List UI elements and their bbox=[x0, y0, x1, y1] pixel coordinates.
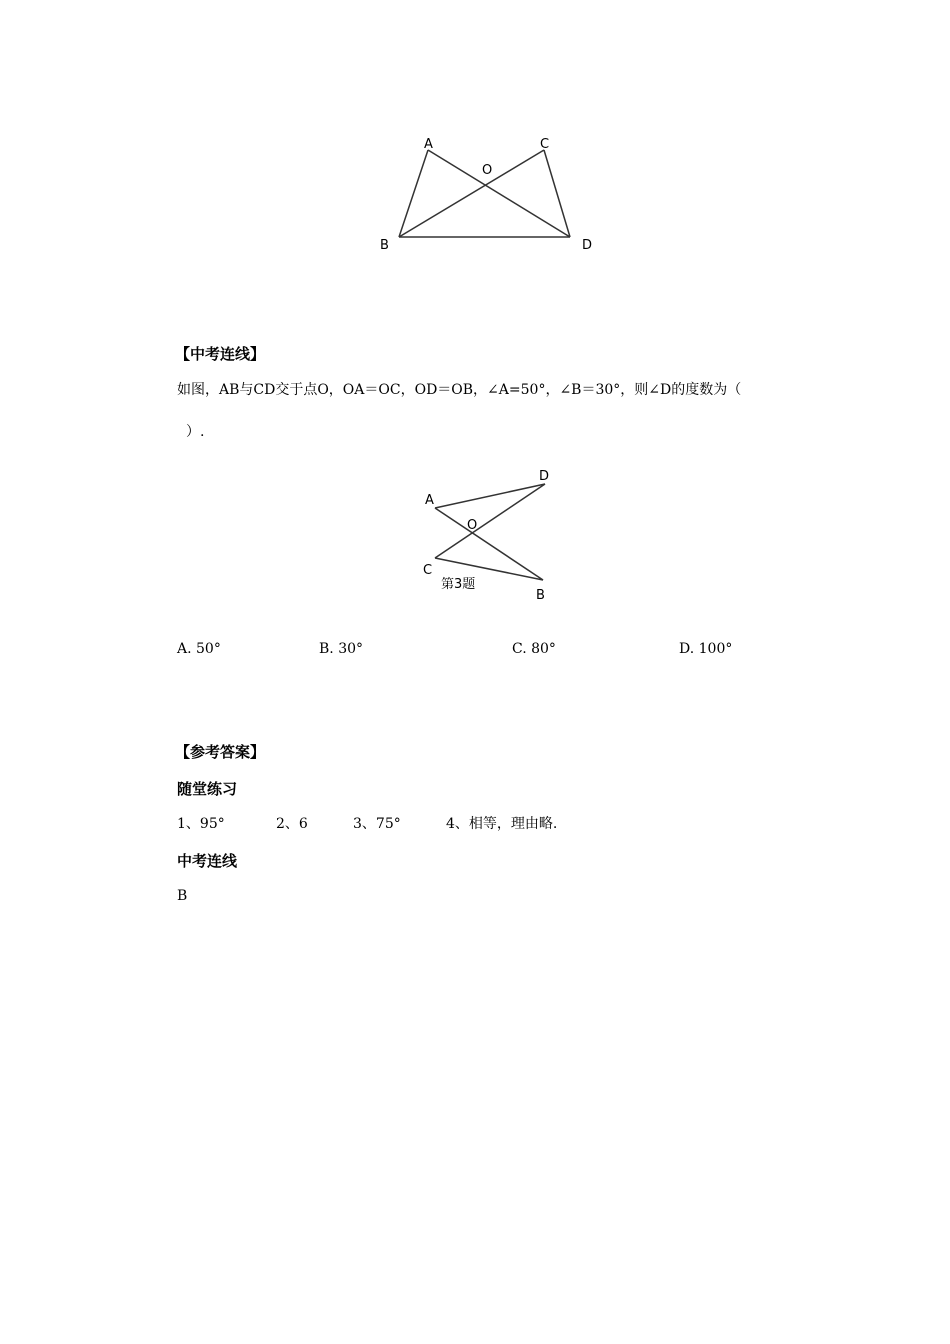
zhongkao-answer-title: 中考连线 bbox=[177, 852, 238, 870]
label-a: A bbox=[424, 137, 433, 152]
label-b: B bbox=[536, 588, 545, 603]
zhongkao-answer: B bbox=[177, 888, 188, 904]
segment-ad bbox=[428, 150, 570, 237]
question-line-2: ）. bbox=[186, 424, 205, 440]
label-a: A bbox=[425, 493, 434, 508]
label-b: B bbox=[380, 238, 389, 253]
practice-answer-3: 3、75° bbox=[353, 816, 401, 832]
option-d: D. 100° bbox=[679, 641, 733, 657]
question-line-1: 如图，AB与CD交于点O，OA＝OC，OD＝OB，∠A=50°，∠B＝30°，则∠D的度数为（ bbox=[177, 382, 742, 398]
practice-answer-2: 2、6 bbox=[276, 816, 308, 832]
label-c: C bbox=[423, 563, 433, 578]
section-heading-zhongkao: 【中考连线】 bbox=[175, 345, 266, 363]
label-c: C bbox=[540, 137, 550, 152]
option-a: A. 50° bbox=[177, 641, 221, 657]
label-d: D bbox=[539, 469, 550, 484]
option-c: C. 80° bbox=[512, 641, 556, 657]
practice-title: 随堂练习 bbox=[177, 780, 238, 798]
label-o: O bbox=[482, 163, 493, 178]
practice-answer-1: 1、95° bbox=[177, 816, 225, 832]
figure-2-diagram bbox=[415, 462, 565, 607]
label-d: D bbox=[582, 238, 593, 253]
segment-dc bbox=[435, 484, 545, 558]
segment-ab bbox=[399, 150, 428, 237]
label-o: O bbox=[467, 518, 478, 533]
figure-1-diagram bbox=[370, 130, 610, 260]
section-heading-answers: 【参考答案】 bbox=[175, 743, 266, 761]
option-b: B. 30° bbox=[319, 641, 364, 657]
practice-answer-4: 4、相等，理由略. bbox=[446, 816, 558, 832]
segment-bc bbox=[399, 150, 544, 237]
figure-caption: 第3题 bbox=[441, 577, 476, 592]
